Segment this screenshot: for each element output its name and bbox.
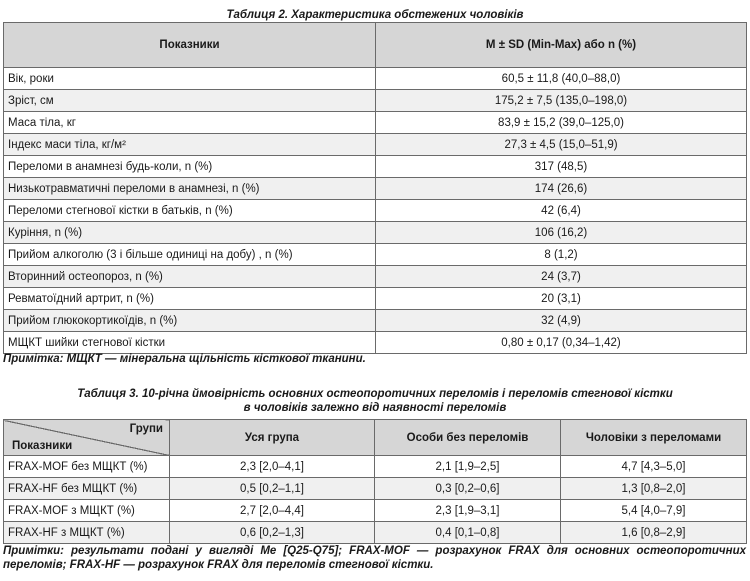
table-row <box>4 456 747 478</box>
table2-caption: Таблиця 2. Характеристика обстежених чоловіків <box>226 9 524 21</box>
row-value: 1,3 [0,8–2,0] <box>561 478 747 500</box>
table3-caption-line2: в чоловіків залежно від наявності переломів <box>243 402 507 414</box>
corner-groups-label: Групи <box>129 423 163 435</box>
row-value: 20 (3,1) <box>376 288 747 310</box>
row-label: FRAX-MOF без МЩКТ (%) <box>4 456 170 478</box>
row-value: 1,6 [0,8–2,9] <box>561 522 747 544</box>
row-label: Прийом глюкокортикоїдів, n (%) <box>4 310 376 332</box>
table-row <box>4 156 747 178</box>
row-label: FRAX-HF без МЩКТ (%) <box>4 478 170 500</box>
table-row <box>4 288 747 310</box>
header-indicators: Показники <box>4 23 376 68</box>
row-value: 0,80 ± 0,17 (0,34–1,42) <box>376 332 747 354</box>
row-label: Вторинний остеопороз, n (%) <box>4 266 376 288</box>
table3-caption-line1: Таблиця 3. 10-річна ймовірність основних остеопоротичних переломів і переломів стегнової кістки <box>77 388 673 400</box>
row-value: 106 (16,2) <box>376 222 747 244</box>
row-label: Куріння, n (%) <box>4 222 376 244</box>
row-value: 2,1 [1,9–2,5] <box>375 456 561 478</box>
row-value: 5,4 [4,0–7,9] <box>561 500 747 522</box>
row-value: 60,5 ± 11,8 (40,0–88,0) <box>376 68 747 90</box>
row-label: Переломи стегнової кістки в батьків, n (%) <box>4 200 376 222</box>
row-label: FRAX-MOF з МЩКТ (%) <box>4 500 170 522</box>
table2-note: Примітка: МЩКТ — мінеральна щільність кісткової тканини. <box>3 353 366 365</box>
row-value: 42 (6,4) <box>376 200 747 222</box>
table3-body <box>4 456 747 544</box>
row-value: 175,2 ± 7,5 (135,0–198,0) <box>376 90 747 112</box>
header-values: M ± SD (Min-Max) або n (%) <box>376 23 747 68</box>
row-value: 174 (26,6) <box>376 178 747 200</box>
header-without-fractures: Особи без переломів <box>375 420 561 456</box>
table-row <box>4 222 747 244</box>
table-header-row <box>4 23 747 68</box>
table-row <box>4 522 747 544</box>
frax-probability-table <box>3 419 747 544</box>
table-row <box>4 266 747 288</box>
table-row <box>4 68 747 90</box>
row-label: МЩКТ шийки стегнової кістки <box>4 332 376 354</box>
table-row <box>4 178 747 200</box>
row-value: 0,5 [0,2–1,1] <box>170 478 375 500</box>
table3-note: Примітки: результати подані у вигляді Ме [Q25-Q75]; FRAX-MOF — розрахунок FRAX для основних остеопоротичних переломів; FRAX-HF — розрахунок FRAX для переломів стегнової кістки. <box>3 545 746 571</box>
row-value: 32 (4,9) <box>376 310 747 332</box>
row-value: 83,9 ± 15,2 (39,0–125,0) <box>376 112 747 134</box>
row-label: Індекс маси тіла, кг/м² <box>4 134 376 156</box>
table-row <box>4 244 747 266</box>
row-label: Низькотравматичні переломи в анамнезі, n (%) <box>4 178 376 200</box>
row-value: 317 (48,5) <box>376 156 747 178</box>
table-row <box>4 134 747 156</box>
table-row <box>4 500 747 522</box>
row-label: Ревматоїдний артрит, n (%) <box>4 288 376 310</box>
characteristics-table <box>3 22 747 354</box>
row-label: Переломи в анамнезі будь-коли, n (%) <box>4 156 376 178</box>
table-header-row <box>4 420 747 456</box>
row-label: Маса тіла, кг <box>4 112 376 134</box>
row-label: Зріст, см <box>4 90 376 112</box>
row-value: 0,4 [0,1–0,8] <box>375 522 561 544</box>
table3-caption <box>0 387 750 415</box>
row-label: FRAX-HF з МЩКТ (%) <box>4 522 170 544</box>
header-whole-group: Уся група <box>170 420 375 456</box>
table-row <box>4 310 747 332</box>
table-row <box>4 332 747 354</box>
row-value: 8 (1,2) <box>376 244 747 266</box>
table-row <box>4 200 747 222</box>
header-with-fractures: Чоловіки з переломами <box>561 420 747 456</box>
row-value: 0,6 [0,2–1,3] <box>170 522 375 544</box>
table-row <box>4 478 747 500</box>
row-label: Вік, роки <box>4 68 376 90</box>
row-value: 2,3 [2,0–4,1] <box>170 456 375 478</box>
row-value: 2,3 [1,9–3,1] <box>375 500 561 522</box>
corner-indicators-label: Показники <box>12 440 73 452</box>
corner-header-cell <box>4 420 170 456</box>
row-label: Прийом алкоголю (3 і більше одиниці на добу) , n (%) <box>4 244 376 266</box>
row-value: 2,7 [2,0–4,4] <box>170 500 375 522</box>
row-value: 24 (3,7) <box>376 266 747 288</box>
table2-body <box>4 68 747 354</box>
row-value: 4,7 [4,3–5,0] <box>561 456 747 478</box>
table-row <box>4 90 747 112</box>
table-row <box>4 112 747 134</box>
row-value: 0,3 [0,2–0,6] <box>375 478 561 500</box>
row-value: 27,3 ± 4,5 (15,0–51,9) <box>376 134 747 156</box>
